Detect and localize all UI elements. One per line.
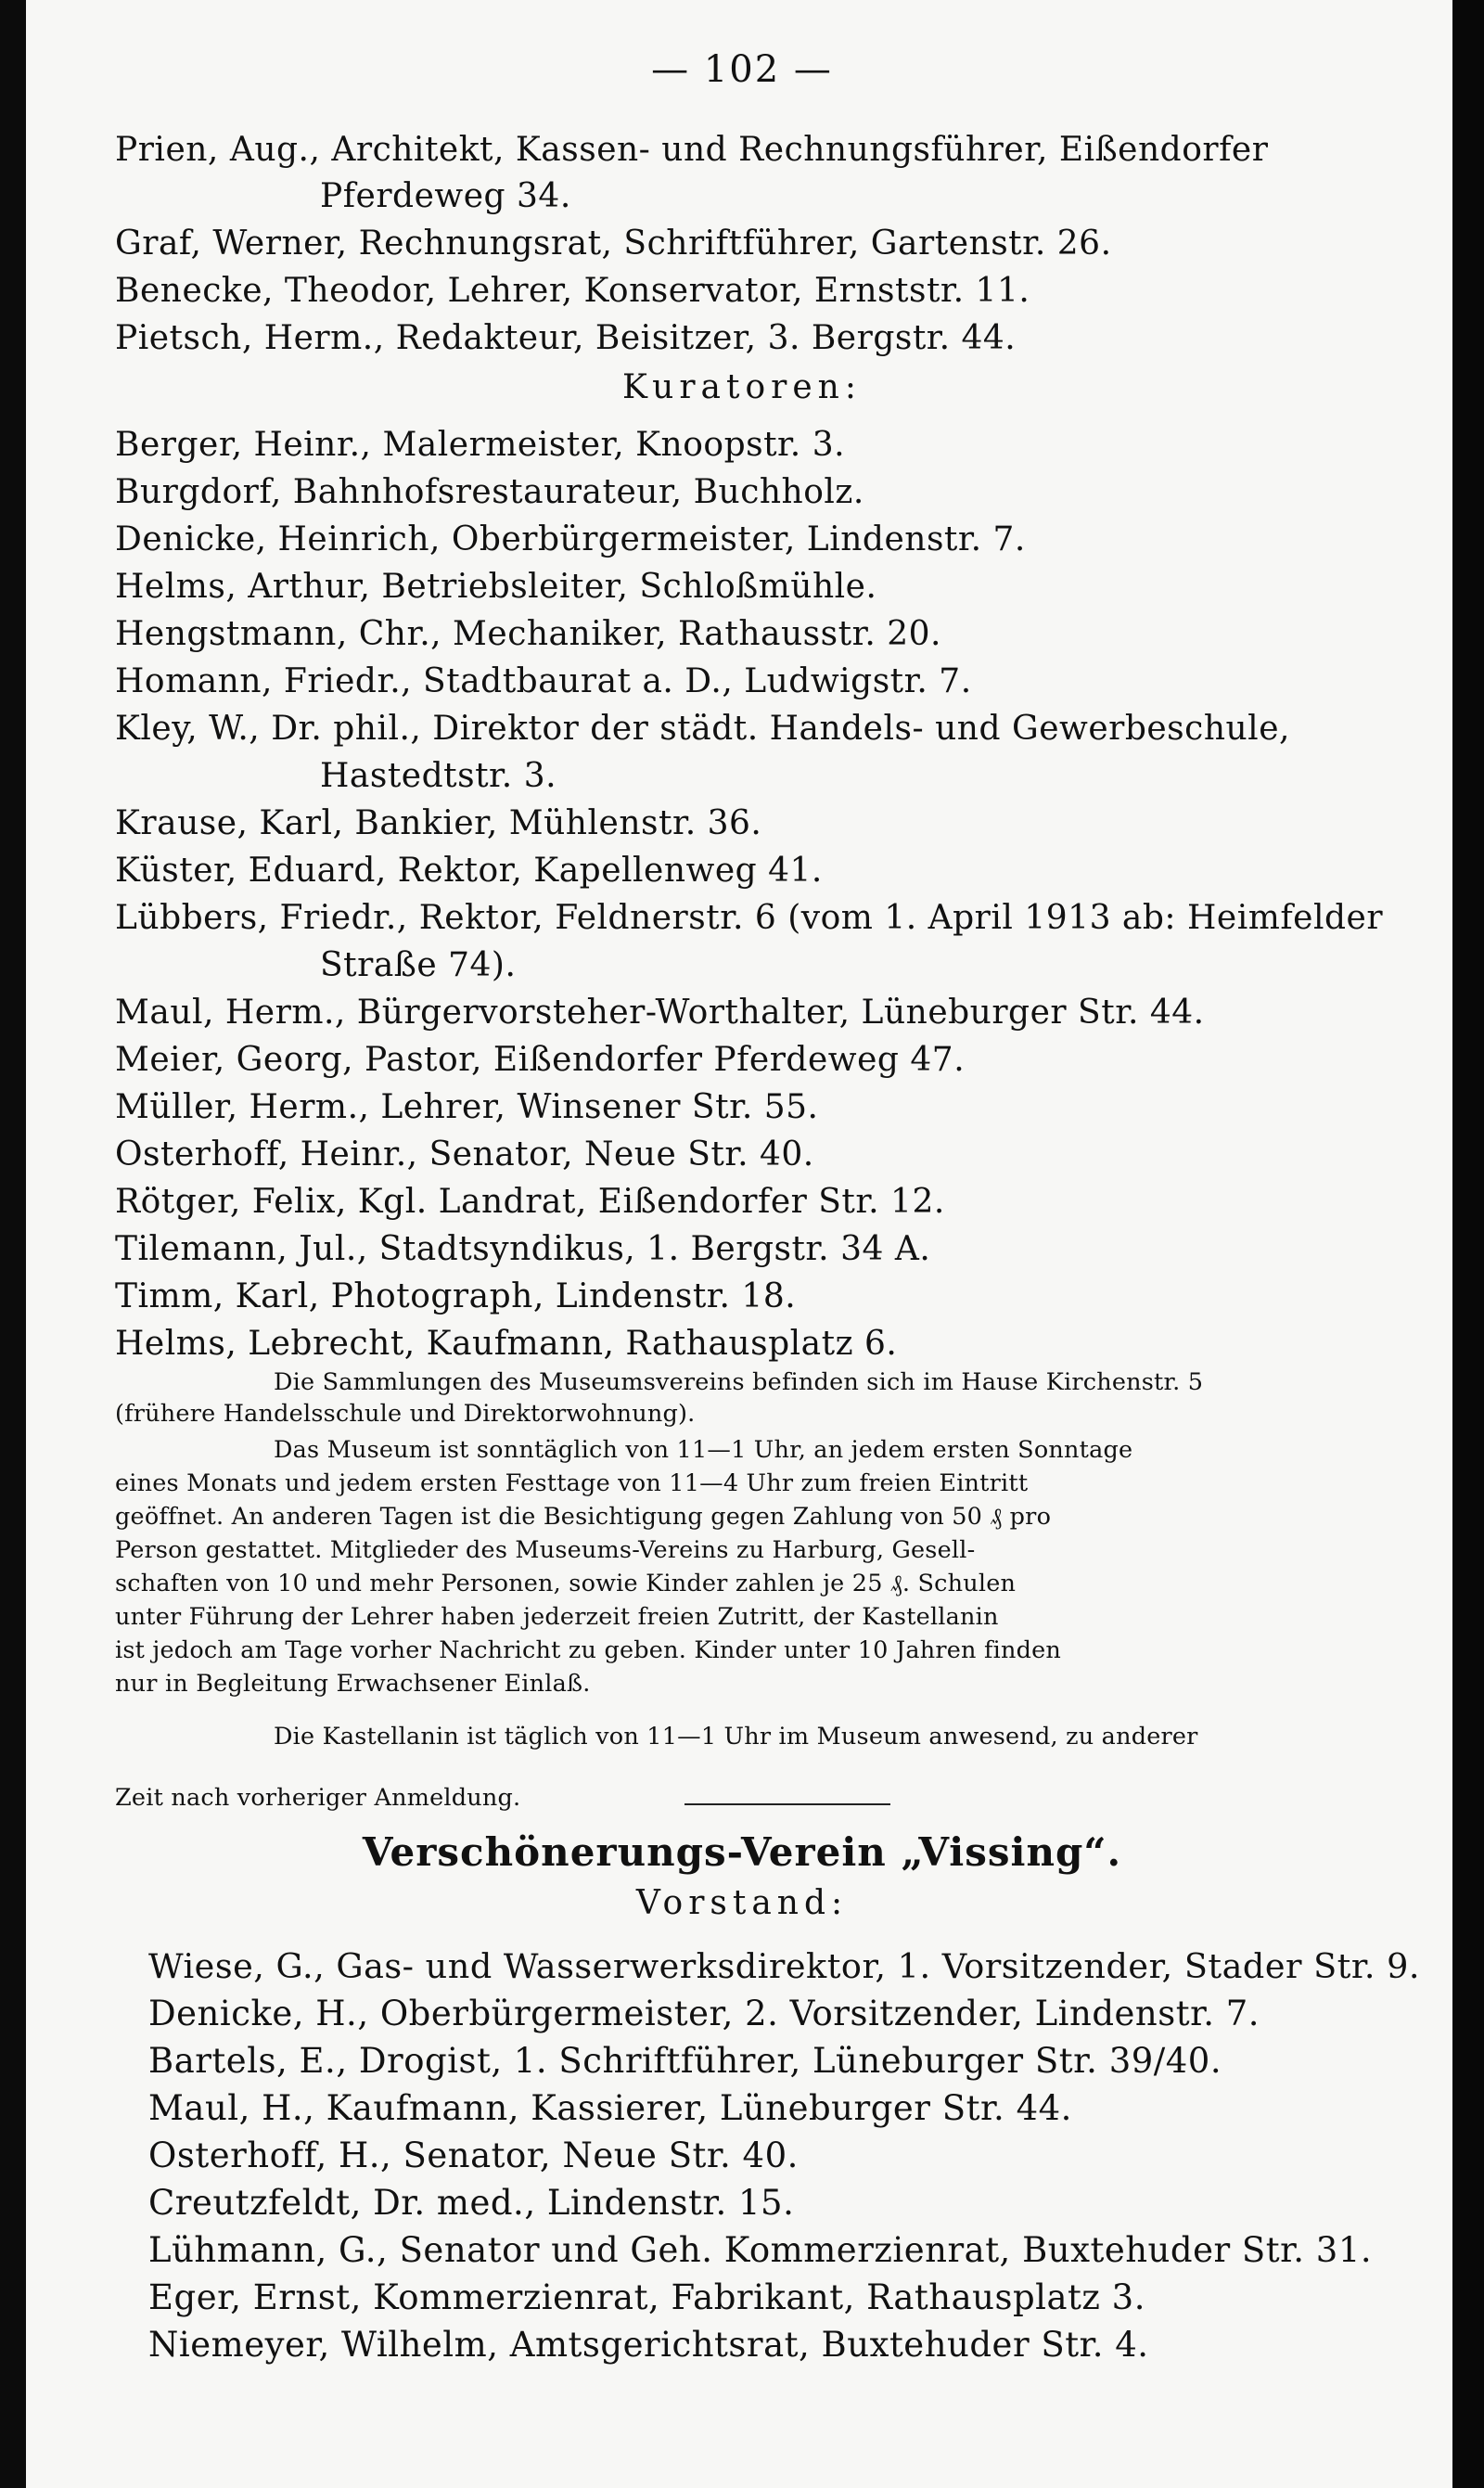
museum-note-line: eines Monats und jedem ersten Festtage von 11—4 Uhr zum freien Eintritt: [115, 1469, 1029, 1497]
museum-note-line: unter Führung der Lehrer haben jederzeit freien Zutritt, der Kastellanin: [115, 1603, 999, 1631]
verein-board-entry: Eger, Ernst, Kommerzienrat, Fabrikant, Rathausplatz 3.: [148, 2277, 1145, 2317]
verein-board-entry: Creutzfeldt, Dr. med., Lindenstr. 15.: [148, 2183, 795, 2223]
board-entry-continuation: Pferdeweg 34.: [320, 177, 571, 215]
board-entry: Pietsch, Herm., Redakteur, Beisitzer, 3. Bergstr. 44.: [115, 319, 1017, 357]
museum-note-line: geöffnet. An anderen Tagen ist die Besichtigung gegen Zahlung von 50 ₰ pro: [115, 1503, 1052, 1531]
curator-entry: Helms, Lebrecht, Kaufmann, Rathausplatz 6.: [115, 1325, 898, 1363]
verein-title: Verschönerungs-Verein „Vissing“.: [362, 1829, 1122, 1875]
page-number: — 102 —: [651, 48, 833, 91]
curator-entry: Burgdorf, Bahnhofsrestaurateur, Buchholz.: [115, 473, 864, 511]
curator-entry: Maul, Herm., Bürgervorsteher-Worthalter, Lüneburger Str. 44.: [115, 994, 1205, 1032]
section-divider: [684, 1803, 890, 1805]
curator-entry: Osterhoff, Heinr., Senator, Neue Str. 40.: [115, 1135, 814, 1173]
verein-board-entry: Bartels, E., Drogist, 1. Schriftführer, Lüneburger Str. 39/40.: [148, 2041, 1222, 2081]
curator-entry: Meier, Georg, Pastor, Eißendorfer Pferdeweg 47.: [115, 1041, 966, 1079]
curator-entry: Homann, Friedr., Stadtbaurat a. D., Ludwigstr. 7.: [115, 662, 972, 700]
verein-board-entry: Maul, H., Kaufmann, Kassierer, Lüneburger Str. 44.: [148, 2088, 1072, 2128]
verein-board-entry: Lühmann, G., Senator und Geh. Kommerzienrat, Buxtehuder Str. 31.: [148, 2230, 1373, 2270]
board-entry: Benecke, Theodor, Lehrer, Konservator, Ernststr. 11.: [115, 272, 1030, 310]
verein-board-entry: Niemeyer, Wilhelm, Amtsgerichtsrat, Buxtehuder Str. 4.: [148, 2325, 1149, 2365]
board-entry: Prien, Aug., Architekt, Kassen- und Rechnungsführer, Eißendorfer: [115, 131, 1269, 169]
curator-entry: Denicke, Heinrich, Oberbürgermeister, Lindenstr. 7.: [115, 520, 1026, 558]
curator-entry: Küster, Eduard, Rektor, Kapellenweg 41.: [115, 852, 823, 890]
museum-note-line: Die Sammlungen des Museumsvereins befinden sich im Hause Kirchenstr. 5: [274, 1368, 1204, 1396]
curator-entry: Berger, Heinr., Malermeister, Knoopstr. 3.: [115, 426, 846, 464]
curator-entry-continuation: Hastedtstr. 3.: [320, 757, 557, 795]
museum-note-line: Person gestattet. Mitglieder des Museums-Vereins zu Harburg, Gesell-: [115, 1536, 976, 1564]
verein-board-entry: Wiese, G., Gas- und Wasserwerksdirektor, 1. Vorsitzender, Stader Str. 9.: [148, 1946, 1421, 1986]
museum-note-line: Die Kastellanin ist täglich von 11—1 Uhr im Museum anwesend, zu anderer: [274, 1723, 1198, 1751]
curator-entry: Müller, Herm., Lehrer, Winsener Str. 55.: [115, 1088, 819, 1126]
curator-entry: Hengstmann, Chr., Mechaniker, Rathausstr. 20.: [115, 615, 941, 653]
curator-entry: Lübbers, Friedr., Rektor, Feldnerstr. 6 (vom 1. April 1913 ab: Heimfelder: [115, 899, 1384, 937]
board-entry: Graf, Werner, Rechnungsrat, Schriftführer, Gartenstr. 26.: [115, 224, 1112, 263]
museum-note-line: ist jedoch am Tage vorher Nachricht zu geben. Kinder unter 10 Jahren finden: [115, 1636, 1062, 1664]
museum-note-line: Das Museum ist sonntäglich von 11—1 Uhr, an jedem ersten Sonntage: [274, 1436, 1133, 1464]
museum-note-line: nur in Begleitung Erwachsener Einlaß.: [115, 1670, 591, 1698]
verein-board-heading: Vorstand:: [635, 1884, 849, 1922]
curator-entry: Timm, Karl, Photograph, Lindenstr. 18.: [115, 1277, 797, 1315]
curator-entry-continuation: Straße 74).: [320, 946, 517, 984]
verein-board-entry: Denicke, H., Oberbürgermeister, 2. Vorsitzender, Lindenstr. 7.: [148, 1994, 1260, 2033]
museum-note-line: (frühere Handelsschule und Direktorwohnung).: [115, 1400, 696, 1428]
curator-entry: Helms, Arthur, Betriebsleiter, Schloßmühle.: [115, 568, 877, 606]
museum-note-line: Zeit nach vorheriger Anmeldung.: [115, 1784, 521, 1812]
verein-board-entry: Osterhoff, H., Senator, Neue Str. 40.: [148, 2135, 799, 2175]
curator-entry: Kley, W., Dr. phil., Direktor der städt. Handels- und Gewerbeschule,: [115, 710, 1290, 748]
curator-entry: Rötger, Felix, Kgl. Landrat, Eißendorfer Str. 12.: [115, 1183, 945, 1221]
curator-entry: Tilemann, Jul., Stadtsyndikus, 1. Bergstr. 34 A.: [115, 1230, 931, 1268]
museum-note-line: schaften von 10 und mehr Personen, sowie Kinder zahlen je 25 ₰. Schulen: [115, 1570, 1017, 1597]
curator-entry: Krause, Karl, Bankier, Mühlenstr. 36.: [115, 804, 762, 842]
curators-heading: Kuratoren:: [622, 368, 862, 406]
